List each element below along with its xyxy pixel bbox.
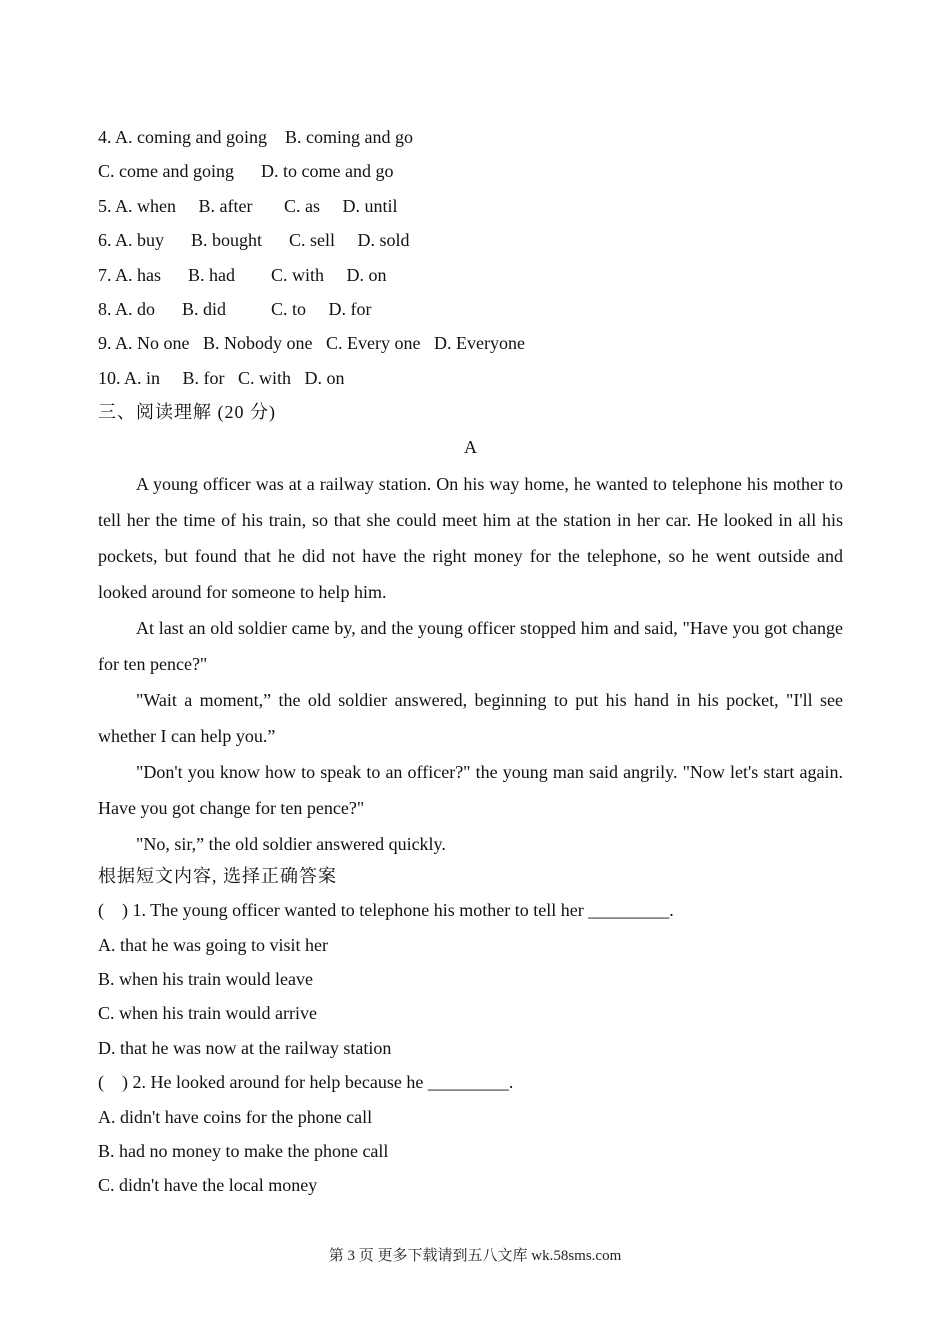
passage-paragraph-2: At last an old soldier came by, and the young officer stopped him and said, "Have you got change for ten pence?" [98,617,843,674]
instruction-line: 根据短文内容, 选择正确答案 [98,865,337,886]
option-line-8: 8. A. do B. did C. to D. for [98,298,372,319]
question-1-choice-b: B. when his train would leave [98,969,313,990]
question-2-choice-b: B. had no money to make the phone call [98,1141,389,1162]
question-2-choice-a: A. didn't have coins for the phone call [98,1106,373,1127]
passage-label: A [464,436,477,457]
option-line-9: 9. A. No one B. Nobody one C. Every one D. Everyone [98,333,525,354]
option-line-5: 5. A. when B. after C. as D. until [98,195,398,216]
passage-paragraph-1: A young officer was at a railway station. On his way home, he wanted to telephone his mother to tell her the time of his train, so that she could meet him at the station in her car. He looked in all his pockets, but found that he did not have the right money for the telephone, so he went outside and looked around for someone to help him. [98,473,843,602]
passage-paragraph-3: "Wait a moment,” the old soldier answered, beginning to put his hand in his pocket, "I'll see whether I can help you.” [98,689,843,746]
question-1-choice-d: D. that he was now at the railway station [98,1037,392,1058]
question-2-stem: ( ) 2. He looked around for help because he _________. [98,1072,514,1093]
question-1-choice-a: A. that he was going to visit her [98,934,328,955]
option-line-4: 4. A. coming and going B. coming and go [98,127,413,147]
option-line-7: 7. A. has B. had C. with D. on [98,264,387,285]
passage-paragraph-4: "Don't you know how to speak to an officer?" the young man said angrily. "Now let's start again. Have you got change for ten pence?" [98,761,843,818]
passage-paragraph-5: "No, sir,” the old soldier answered quickly. [136,833,446,854]
question-2-choice-c: C. didn't have the local money [98,1175,318,1196]
question-1-stem: ( ) 1. The young officer wanted to telephone his mother to tell her _________. [98,900,674,921]
question-1-choice-c: C. when his train would arrive [98,1003,317,1024]
document-page [98,122,843,1205]
section-heading: 三、阅读理解 (20 分) [98,402,276,423]
option-line-4-cont: C. come and going D. to come and go [98,161,394,182]
option-line-6: 6. A. buy B. bought C. sell D. sold [98,230,410,251]
option-line-10: 10. A. in B. for C. with D. on [98,367,345,388]
page-footer: 第 3 页 更多下载请到五八文库 wk.58sms.com [328,1248,622,1264]
